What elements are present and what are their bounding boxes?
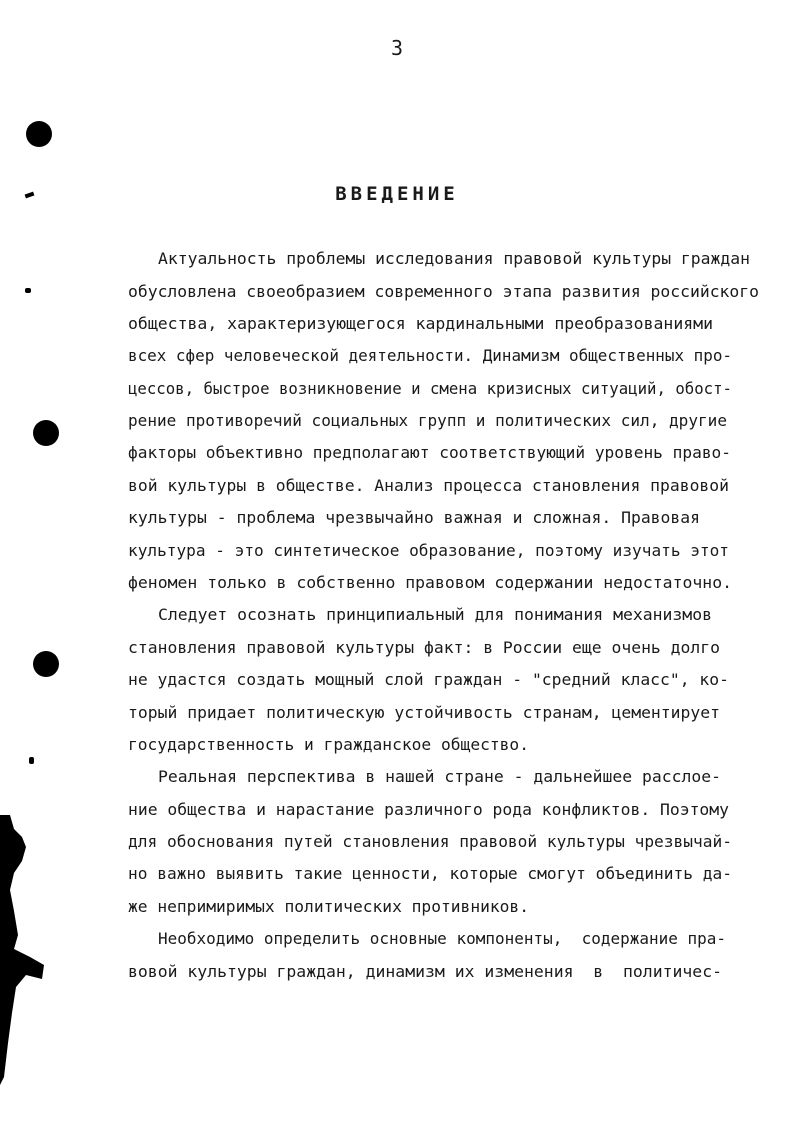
text-line: цессов, быстрое возникновение и смена кризисных ситуаций, обост-: [128, 380, 732, 398]
text-line: же непримиримых политических противников.: [128, 898, 529, 916]
punch-hole: [26, 121, 52, 147]
text-line: вой культуры в обществе. Анализ процесса становления правовой: [128, 477, 729, 495]
punch-hole: [33, 651, 59, 677]
section-title: ВВЕДЕНИЕ: [335, 183, 459, 205]
text-line: Актуальность проблемы исследования правовой культуры граждан: [158, 250, 750, 268]
text-line: общества, характеризующегося кардинальными преобразованиями: [128, 315, 713, 333]
text-line: становления правовой культуры факт: в России еще очень долго: [128, 639, 720, 657]
scan-speck: [29, 757, 34, 764]
text-line: торый придает политическую устойчивость странам, цементирует: [128, 704, 720, 722]
text-line: не удастся создать мощный слой граждан - "средний класс", ко-: [128, 671, 729, 689]
text-line: Следует осознать принципиальный для понимания механизмов: [158, 606, 712, 624]
binding-shadow: [0, 815, 60, 1085]
text-line: обусловлена своеобразием современного этапа развития российского: [128, 283, 759, 301]
page-number: 3: [390, 36, 404, 60]
text-line: всех сфер человеческой деятельности. Динамизм общественных про-: [128, 347, 732, 365]
text-line: феномен только в собственно правовом содержании недостаточно.: [128, 574, 732, 592]
text-line: вовой культуры граждан, динамизм их изменения в политичес-: [128, 963, 722, 981]
text-line: Необходимо определить основные компоненты, содержание пра-: [158, 930, 726, 948]
text-line: Реальная перспектива в нашей стране - дальнейшее расслое-: [158, 768, 721, 786]
text-line: но важно выявить такие ценности, которые смогут объединить да-: [128, 865, 732, 883]
text-line: рение противоречий социальных групп и политических сил, другие: [128, 412, 727, 430]
text-line: факторы объективно предполагают соответствующий уровень право-: [128, 444, 731, 462]
text-line: культура - это синтетическое образование, поэтому изучать этот: [128, 542, 729, 560]
punch-hole: [33, 420, 59, 446]
text-line: культуры - проблема чрезвычайно важная и сложная. Правовая: [128, 509, 700, 527]
text-line: ние общества и нарастание различного рода конфликтов. Поэтому: [128, 801, 729, 819]
scan-speck: [25, 288, 31, 293]
text-line: для обоснования путей становления правовой культуры чрезвычай-: [128, 833, 732, 851]
text-line: государственность и гражданское общество.: [128, 736, 529, 754]
